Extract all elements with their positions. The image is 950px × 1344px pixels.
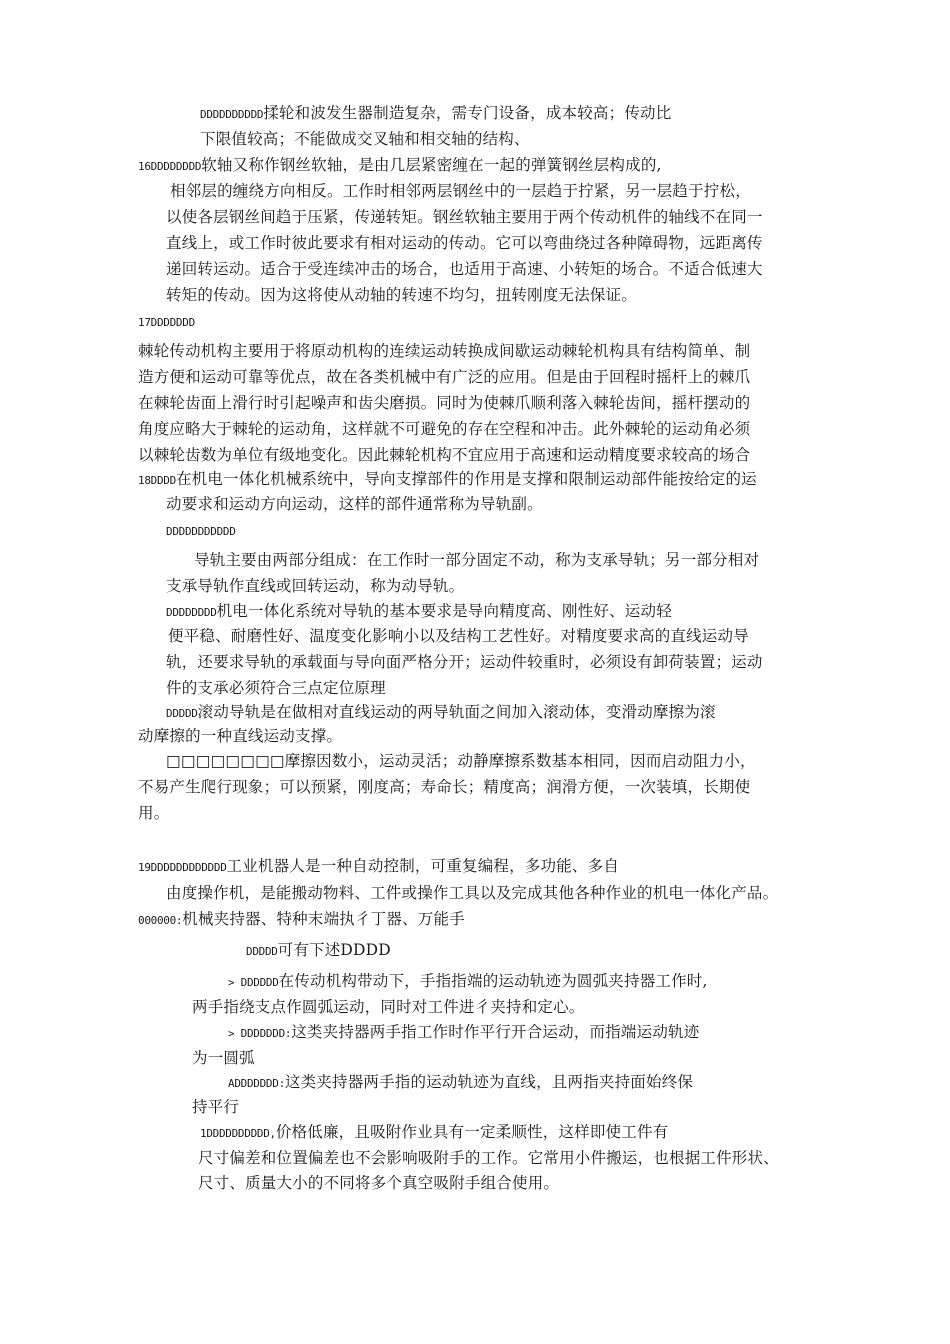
line-text: 两手指绕支点作圆弧运动，同时对工件进彳夹持和定心。 [192,998,585,1016]
line-text: 棘轮传动机构主要用于将原动机构的连续运动转换成间歇运动棘轮机构具有结构简单、制 [138,342,751,360]
text-line [138,726,342,748]
text-line [138,803,169,825]
text-line [228,1022,699,1044]
line-text: 下限值较高；不能做成交叉轴和相交轴的结构、 [200,130,530,148]
line-text: 以棘轮齿数为单位有级地变化。因此棘轮机构不宜应用于高速和运动精度要求较高的场合 [138,446,751,464]
line-text: □□□□□□□□摩擦因数小，运动灵活；动静摩擦系数基本相同，因而启动阻力小， [166,752,756,770]
line-prefix: 18DDDD [138,474,176,487]
text-line [198,1148,779,1170]
text-line [166,207,763,229]
text-line [138,469,757,491]
text-line [228,971,708,993]
line-text: 动摩擦的一种直线运动支撑。 [138,727,343,745]
text-line [166,652,763,674]
line-text: 由度操作机，是能搬动物料、工件或操作工具以及完成其他各种作业的机电一体化产品。 [166,884,779,902]
line-prefix: 17DDDDDDD [138,316,195,329]
text-line [194,550,759,572]
text-line [138,311,195,333]
line-text: 角度应略大于棘轮的运动角，这样就不可避免的存在空程和冲击。此外棘轮的运动角必须 [138,420,751,438]
text-line [168,626,749,648]
line-text: 为一圆弧 [192,1049,255,1067]
text-line [166,233,763,255]
line-text: 便平稳、耐磨性好、温度变化影响小以及结构工艺性好。对精度要求高的直线运动导 [168,627,749,645]
line-text: 以使各层钢丝间趋于压紧，传递转矩。钢丝软轴主要用于两个传动机件的轴线不在同一 [166,208,763,226]
text-line [228,1072,693,1094]
text-line [200,129,530,151]
line-text: 这类夹持器两手指工作时作平行开合运动，而指端运动轨迹 [291,1023,700,1041]
text-line [166,702,716,724]
line-prefix: DDDDDDDDDD [200,108,264,121]
text-line [138,393,750,415]
line-text: 在机电一体化机械系统中，导向支撑部件的作用是支撑和限制运动部件能按给定的运 [175,470,757,488]
text-line [138,445,750,467]
line-text: 可有下述DDDD [277,941,391,959]
line-text: 件的支承必须符合三点定位原理 [166,679,386,697]
line-text: 动要求和运动方向运动，这样的部件通常称为导轨副。 [166,495,543,513]
line-text: 轨，还要求导轨的承载面与导向面严格分开；运动件较重时，必须设有卸荷装置；运动 [166,653,763,671]
line-text: 递回转运动。适合于受连续冲击的场合，也适用于高速、小转矩的场合。不适合低速大 [166,260,763,278]
line-text: 相邻层的缠绕方向相反。工作时相邻两层钢丝中的一层趋于拧紧，另一层趋于拧松， [170,182,751,200]
line-prefix: 19DDDDDDDDDDDD [138,861,227,874]
line-text: 直线上，或工作时彼此要求有相对运动的传动。它可以弯曲绕过各种障碍物，远距离传 [166,234,763,252]
line-text: 价格低廉，且吸附作业具有一定柔顺性，这样即使工件有 [275,1123,669,1141]
text-line [246,940,391,962]
text-line [138,341,750,363]
line-prefix: 16DDDDDDDD [138,160,202,173]
text-line [138,777,750,799]
line-text: 在传动机构带动下，手指指端的运动轨迹为圆弧夹持器工作时, [278,972,708,990]
text-line [138,367,750,389]
text-line [192,1048,255,1070]
line-prefix: ADDDDDDD: [228,1077,285,1090]
text-line [200,103,671,125]
line-text: 持平行 [192,1098,240,1116]
text-line [166,576,464,598]
text-line [200,1122,668,1144]
line-text: 尺寸、质量大小的不同将多个真空吸附手组合使用。 [198,1174,560,1192]
line-text: 软轴又称作钢丝软轴，是由几层紧密缠在一起的弹簧钢丝层构成的, [201,156,662,174]
text-line [166,285,637,307]
text-line [138,155,662,177]
line-text: 用。 [138,804,170,822]
line-prefix: 000000: [138,914,183,927]
line-prefix: DDDDD [246,945,278,958]
line-text: 工业机器人是一种自动控制，可重复编程，多功能、多自 [226,857,620,875]
text-line [198,1173,559,1195]
text-line [166,494,543,516]
line-text: 转矩的传动。因为这将使从动轴的转速不均匀，扭转刚度无法保证。 [166,286,638,304]
text-line [138,909,465,931]
text-line [138,856,619,878]
text-line [170,181,751,203]
text-line [192,1097,239,1119]
line-prefix: DDDDDDDD [166,606,217,619]
line-text: 不易产生爬行现象；可以预紧，刚度高；寿命长；精度高；润滑方便，一次装填，长期使 [138,778,751,796]
text-line [166,259,763,281]
line-text: 尺寸偏差和位置偏差也不会影响吸附手的工作。它常用小件搬运，也根据工件形状、 [198,1149,779,1167]
line-text: 支承导轨作直线或回转运动，称为动导轨。 [166,577,465,595]
line-prefix: > DDDDDDD: [228,1027,292,1040]
line-text: 机械夹持器、特种末端执彳丁器、万能手 [182,910,465,928]
text-line [192,997,585,1019]
line-text: 造方便和运动可靠等优点，故在各类机械中有广泛的应用。但是由于回程时摇杆上的棘爪 [138,368,751,386]
line-text: 滚动导轨是在做相对直线运动的两导轨面之间加入滚动体，变滑动摩擦为滚 [197,703,716,721]
text-line [166,751,756,773]
text-line [166,601,672,623]
line-text: 导轨主要由两部分组成：在工作时一部分固定不动，称为支承导轨；另一部分相对 [194,551,760,569]
line-text: 机电一体化系统对导轨的基本要求是导向精度高、刚性好、运动轻 [216,602,672,620]
line-prefix: > DDDDDD [228,976,279,989]
line-prefix: 1DDDDDDDDDD, [200,1127,276,1140]
text-line [166,520,236,542]
text-line [166,678,386,700]
line-prefix: DDDDD [166,707,198,720]
line-text: 在棘轮齿面上滑行时引起噪声和齿尖磨损。同时为使棘爪顺利落入棘轮齿间，摇杆摆动的 [138,394,751,412]
line-prefix: DDDDDDDDDDD [166,525,236,538]
line-text: 这类夹持器两手指的运动轨迹为直线，且两指夹持面始终保 [284,1073,694,1091]
text-line [166,883,778,905]
line-text: 揉轮和波发生器制造复杂，需专门设备，成本较高；传动比 [263,104,672,122]
text-line [138,419,750,441]
